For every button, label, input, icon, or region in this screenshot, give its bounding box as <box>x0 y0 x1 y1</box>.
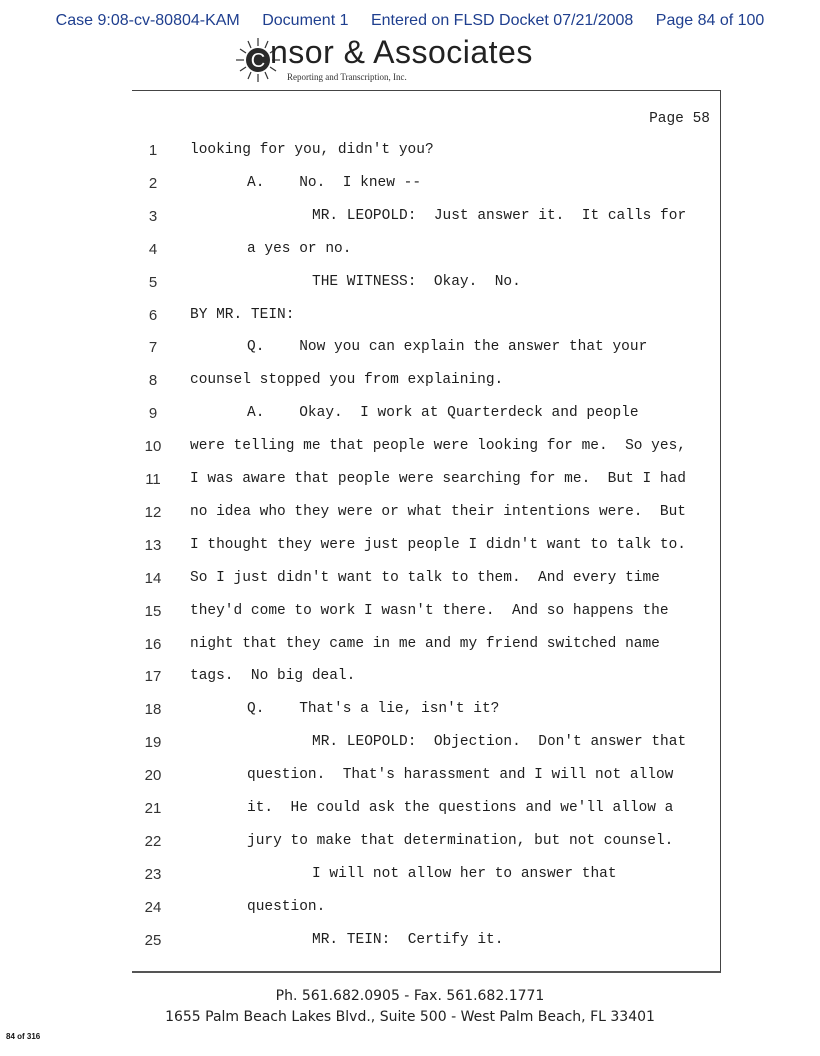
line-number: 25 <box>144 931 162 949</box>
line-number: 16 <box>144 635 162 653</box>
line-text: looking for you, didn't you? <box>190 142 434 158</box>
footer-address: 1655 Palm Beach Lakes Blvd., Suite 500 - West Palm Beach, FL 33401 <box>165 1009 655 1025</box>
transcript-line <box>0 833 820 853</box>
line-text: I was aware that people were searching for me. But I had <box>190 471 686 487</box>
docket-page: Page 84 of 100 <box>655 12 765 29</box>
line-number: 11 <box>145 471 161 488</box>
transcript-line <box>0 537 820 557</box>
line-text: it. He could ask the questions and we'll allow a <box>247 800 674 816</box>
transcript-line <box>0 932 820 952</box>
line-text: question. That's harassment and I will not allow <box>247 767 674 784</box>
line-number: 3 <box>148 207 158 225</box>
transcript-line <box>0 866 820 886</box>
line-number: 8 <box>148 372 158 390</box>
line-number: 24 <box>144 898 162 916</box>
line-number: 15 <box>144 602 162 620</box>
pdf-page-count: 84 of 316 <box>6 1032 41 1041</box>
transcript-line <box>0 339 820 359</box>
line-number: 17 <box>144 668 162 686</box>
line-number: 19 <box>144 734 162 752</box>
line-text: a yes or no. <box>247 240 352 257</box>
line-number: 7 <box>148 339 158 357</box>
transcript-line <box>0 241 820 261</box>
transcript-line <box>0 636 820 656</box>
transcript-line <box>0 175 820 195</box>
line-number: 1 <box>148 142 158 159</box>
line-text: they'd come to work I wasn't there. And so happens the <box>190 602 669 619</box>
line-number: 22 <box>144 832 162 850</box>
line-number: 13 <box>144 536 162 554</box>
transcript-line <box>0 701 820 721</box>
docket-header <box>0 12 820 30</box>
transcript-line <box>0 899 820 919</box>
line-text: I will not allow her to answer that <box>312 865 617 882</box>
line-number: 20 <box>144 767 162 785</box>
line-text: no idea who they were or what their intentions were. But <box>190 503 686 520</box>
transcript-line <box>0 570 820 590</box>
transcript-line <box>0 767 820 787</box>
line-text: night that they came in me and my friend switched name <box>190 635 660 652</box>
transcript-line <box>0 372 820 392</box>
line-number: 2 <box>148 174 158 192</box>
footer-phone-fax: Ph. 561.682.0905 - Fax. 561.682.1771 <box>275 988 545 1004</box>
line-number: 5 <box>148 273 158 291</box>
line-text: BY MR. TEIN: <box>190 306 295 323</box>
line-text: A. No. I knew -- <box>247 174 422 191</box>
line-text: were telling me that people were looking for me. So yes, <box>190 438 686 455</box>
line-text: question. <box>247 898 326 915</box>
transcript-line <box>0 208 820 228</box>
line-text: MR. TEIN: Certify it. <box>312 931 504 948</box>
line-text: jury to make that determination, but not counsel. <box>247 832 674 849</box>
line-text: tags. No big deal. <box>190 668 356 685</box>
transcript-line <box>0 438 820 458</box>
line-number: 18 <box>144 701 162 719</box>
line-text: MR. LEOPOLD: Just answer it. It calls for <box>312 207 687 224</box>
line-number: 14 <box>144 569 162 587</box>
letterhead-logo <box>234 34 564 94</box>
transcript-line <box>0 504 820 524</box>
line-text: counsel stopped you from explaining. <box>190 372 504 389</box>
transcript-line <box>0 800 820 820</box>
line-number: 12 <box>144 503 162 521</box>
transcript-line <box>0 405 820 425</box>
line-text: So I just didn't want to talk to them. And every time <box>190 569 660 586</box>
line-text: MR. LEOPOLD: Objection. Don't answer that <box>312 734 687 751</box>
line-number: 6 <box>148 306 158 324</box>
case-number: Case 9:08-cv-80804-KAM <box>55 12 240 29</box>
svg-text:C: C <box>250 50 266 72</box>
transcript-line <box>0 734 820 754</box>
line-text: I thought they were just people I didn't want to talk to. <box>190 536 686 553</box>
line-number: 23 <box>144 865 162 883</box>
transcript-line <box>0 142 820 162</box>
transcript-line <box>0 274 820 294</box>
line-text: Q. That's a lie, isn't it? <box>247 701 500 718</box>
line-number: 9 <box>148 405 158 423</box>
transcript-line <box>0 307 820 327</box>
letterhead-subtitle: Reporting and Transcription, Inc. <box>287 72 407 82</box>
line-number: 21 <box>144 800 162 817</box>
line-number: 10 <box>144 438 162 456</box>
line-text: A. Okay. I work at Quarterdeck and people <box>247 405 639 422</box>
transcript-line <box>0 668 820 688</box>
line-text: THE WITNESS: Okay. No. <box>312 273 521 290</box>
docket-entry: Entered on FLSD Docket 07/21/2008 <box>370 12 634 29</box>
transcript-line <box>0 471 820 491</box>
line-number: 4 <box>148 240 158 258</box>
document-number: Document 1 <box>262 12 349 29</box>
letterhead-name: nsor & Associates <box>270 34 533 70</box>
transcript-line <box>0 603 820 623</box>
line-text: Q. Now you can explain the answer that your <box>247 339 648 356</box>
transcript-page-number: Page 58 <box>649 111 710 127</box>
